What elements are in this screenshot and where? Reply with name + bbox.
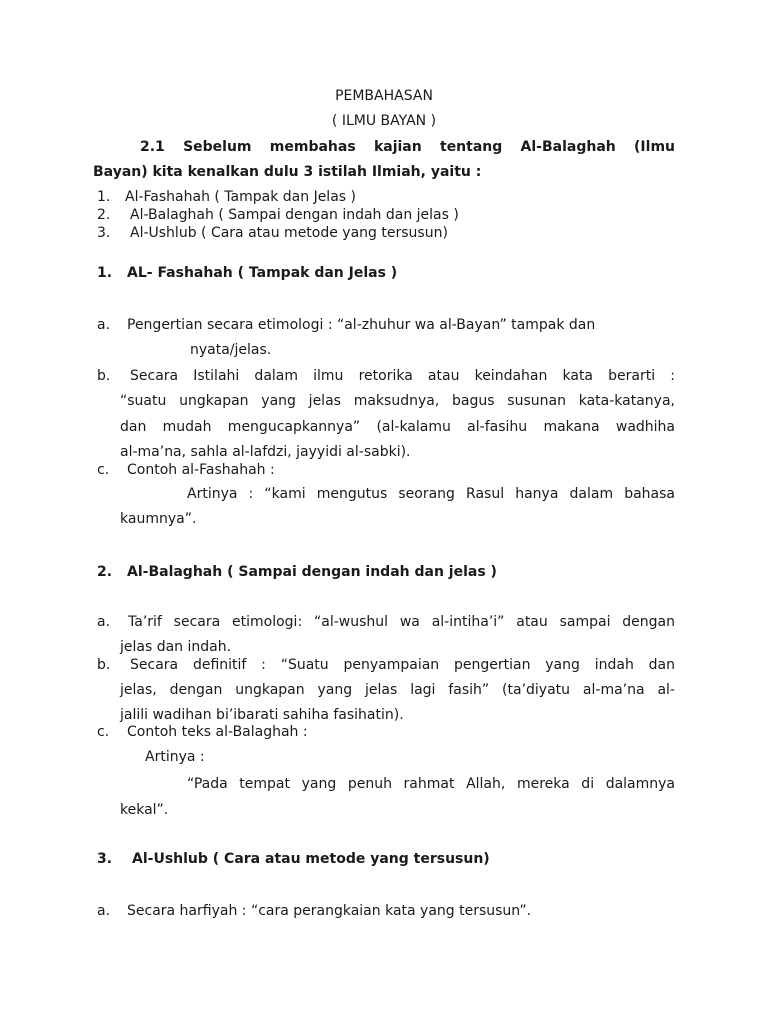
term-item: Al-Balaghah ( Sampai dengan indah dan jelas ) xyxy=(130,207,459,223)
page-title: PEMBAHASAN xyxy=(335,88,433,104)
page-subtitle: ( ILMU BAYAN ) xyxy=(331,113,437,129)
section-heading: Al-Balaghah ( Sampai dengan indah dan jelas ) xyxy=(127,564,497,580)
section-number: 3. xyxy=(97,851,113,867)
paragraph-line: Ta’rif secara etimologi: “al-wushul wa al-intiha’i” atau sampai dengan xyxy=(128,614,675,630)
term-number: 3. xyxy=(97,225,111,241)
item-marker: c. xyxy=(97,724,110,740)
paragraph-line: Secara Istilahi dalam ilmu retorika atau keindahan kata berarti : xyxy=(130,368,675,384)
paragraph-line: Pengertian secara etimologi : “al-zhuhur wa al-Bayan” tampak dan xyxy=(127,317,596,333)
item-marker: b. xyxy=(97,657,111,673)
paragraph-line: kekal”. xyxy=(120,802,169,818)
paragraph-line: dan mudah mengucapkannya” (al-kalamu al-fasihu makana wadhiha xyxy=(120,419,675,435)
paragraph-line: nyata/jelas. xyxy=(190,342,272,358)
section-number: 1. xyxy=(97,265,113,281)
paragraph-line: “suatu ungkapan yang jelas maksudnya, bagus susunan kata-katanya, xyxy=(120,393,675,409)
section-heading: Al-Ushlub ( Cara atau metode yang tersusun) xyxy=(132,851,490,867)
paragraph-line: Contoh al-Fashahah : xyxy=(127,462,275,478)
section-number: 2. xyxy=(97,564,113,580)
paragraph-line: kaumnya”. xyxy=(120,511,197,527)
item-marker: a. xyxy=(97,317,111,333)
paragraph-line: jelas dan indah. xyxy=(120,639,232,655)
paragraph-line: “Pada tempat yang penuh rahmat Allah, mereka di dalamnya xyxy=(187,776,675,792)
paragraph-line: Contoh teks al-Balaghah : xyxy=(127,724,308,740)
term-item: Al-Fashahah ( Tampak dan Jelas ) xyxy=(125,189,356,205)
intro-line: 2.1 Sebelum membahas kajian tentang Al-Balaghah (Ilmu xyxy=(140,139,675,155)
paragraph-line: Artinya : xyxy=(145,749,205,765)
item-marker: c. xyxy=(97,462,110,478)
paragraph-line: Artinya : “kami mengutus seorang Rasul hanya dalam bahasa xyxy=(187,486,675,502)
paragraph-line: jelas, dengan ungkapan yang jelas lagi fasih” (ta’diyatu al-ma’na al- xyxy=(120,682,675,698)
item-marker: b. xyxy=(97,368,111,384)
paragraph-line: al-ma’na, sahla al-lafdzi, jayyidi al-sabki). xyxy=(120,444,411,460)
term-number: 1. xyxy=(97,189,111,205)
section-heading: AL- Fashahah ( Tampak dan Jelas ) xyxy=(127,265,398,281)
paragraph-line: jalili wadihan bi’ibarati sahiha fasihatin). xyxy=(120,707,404,723)
item-marker: a. xyxy=(97,614,111,630)
intro-line: Bayan) kita kenalkan dulu 3 istilah Ilmiah, yaitu : xyxy=(93,164,482,180)
term-number: 2. xyxy=(97,207,111,223)
item-marker: a. xyxy=(97,903,111,919)
paragraph-line: Secara harfiyah : “cara perangkaian kata yang tersusun”. xyxy=(127,903,532,919)
term-item: Al-Ushlub ( Cara atau metode yang tersusun) xyxy=(130,225,448,241)
paragraph-line: Secara definitif : “Suatu penyampaian pengertian yang indah dan xyxy=(130,657,675,673)
